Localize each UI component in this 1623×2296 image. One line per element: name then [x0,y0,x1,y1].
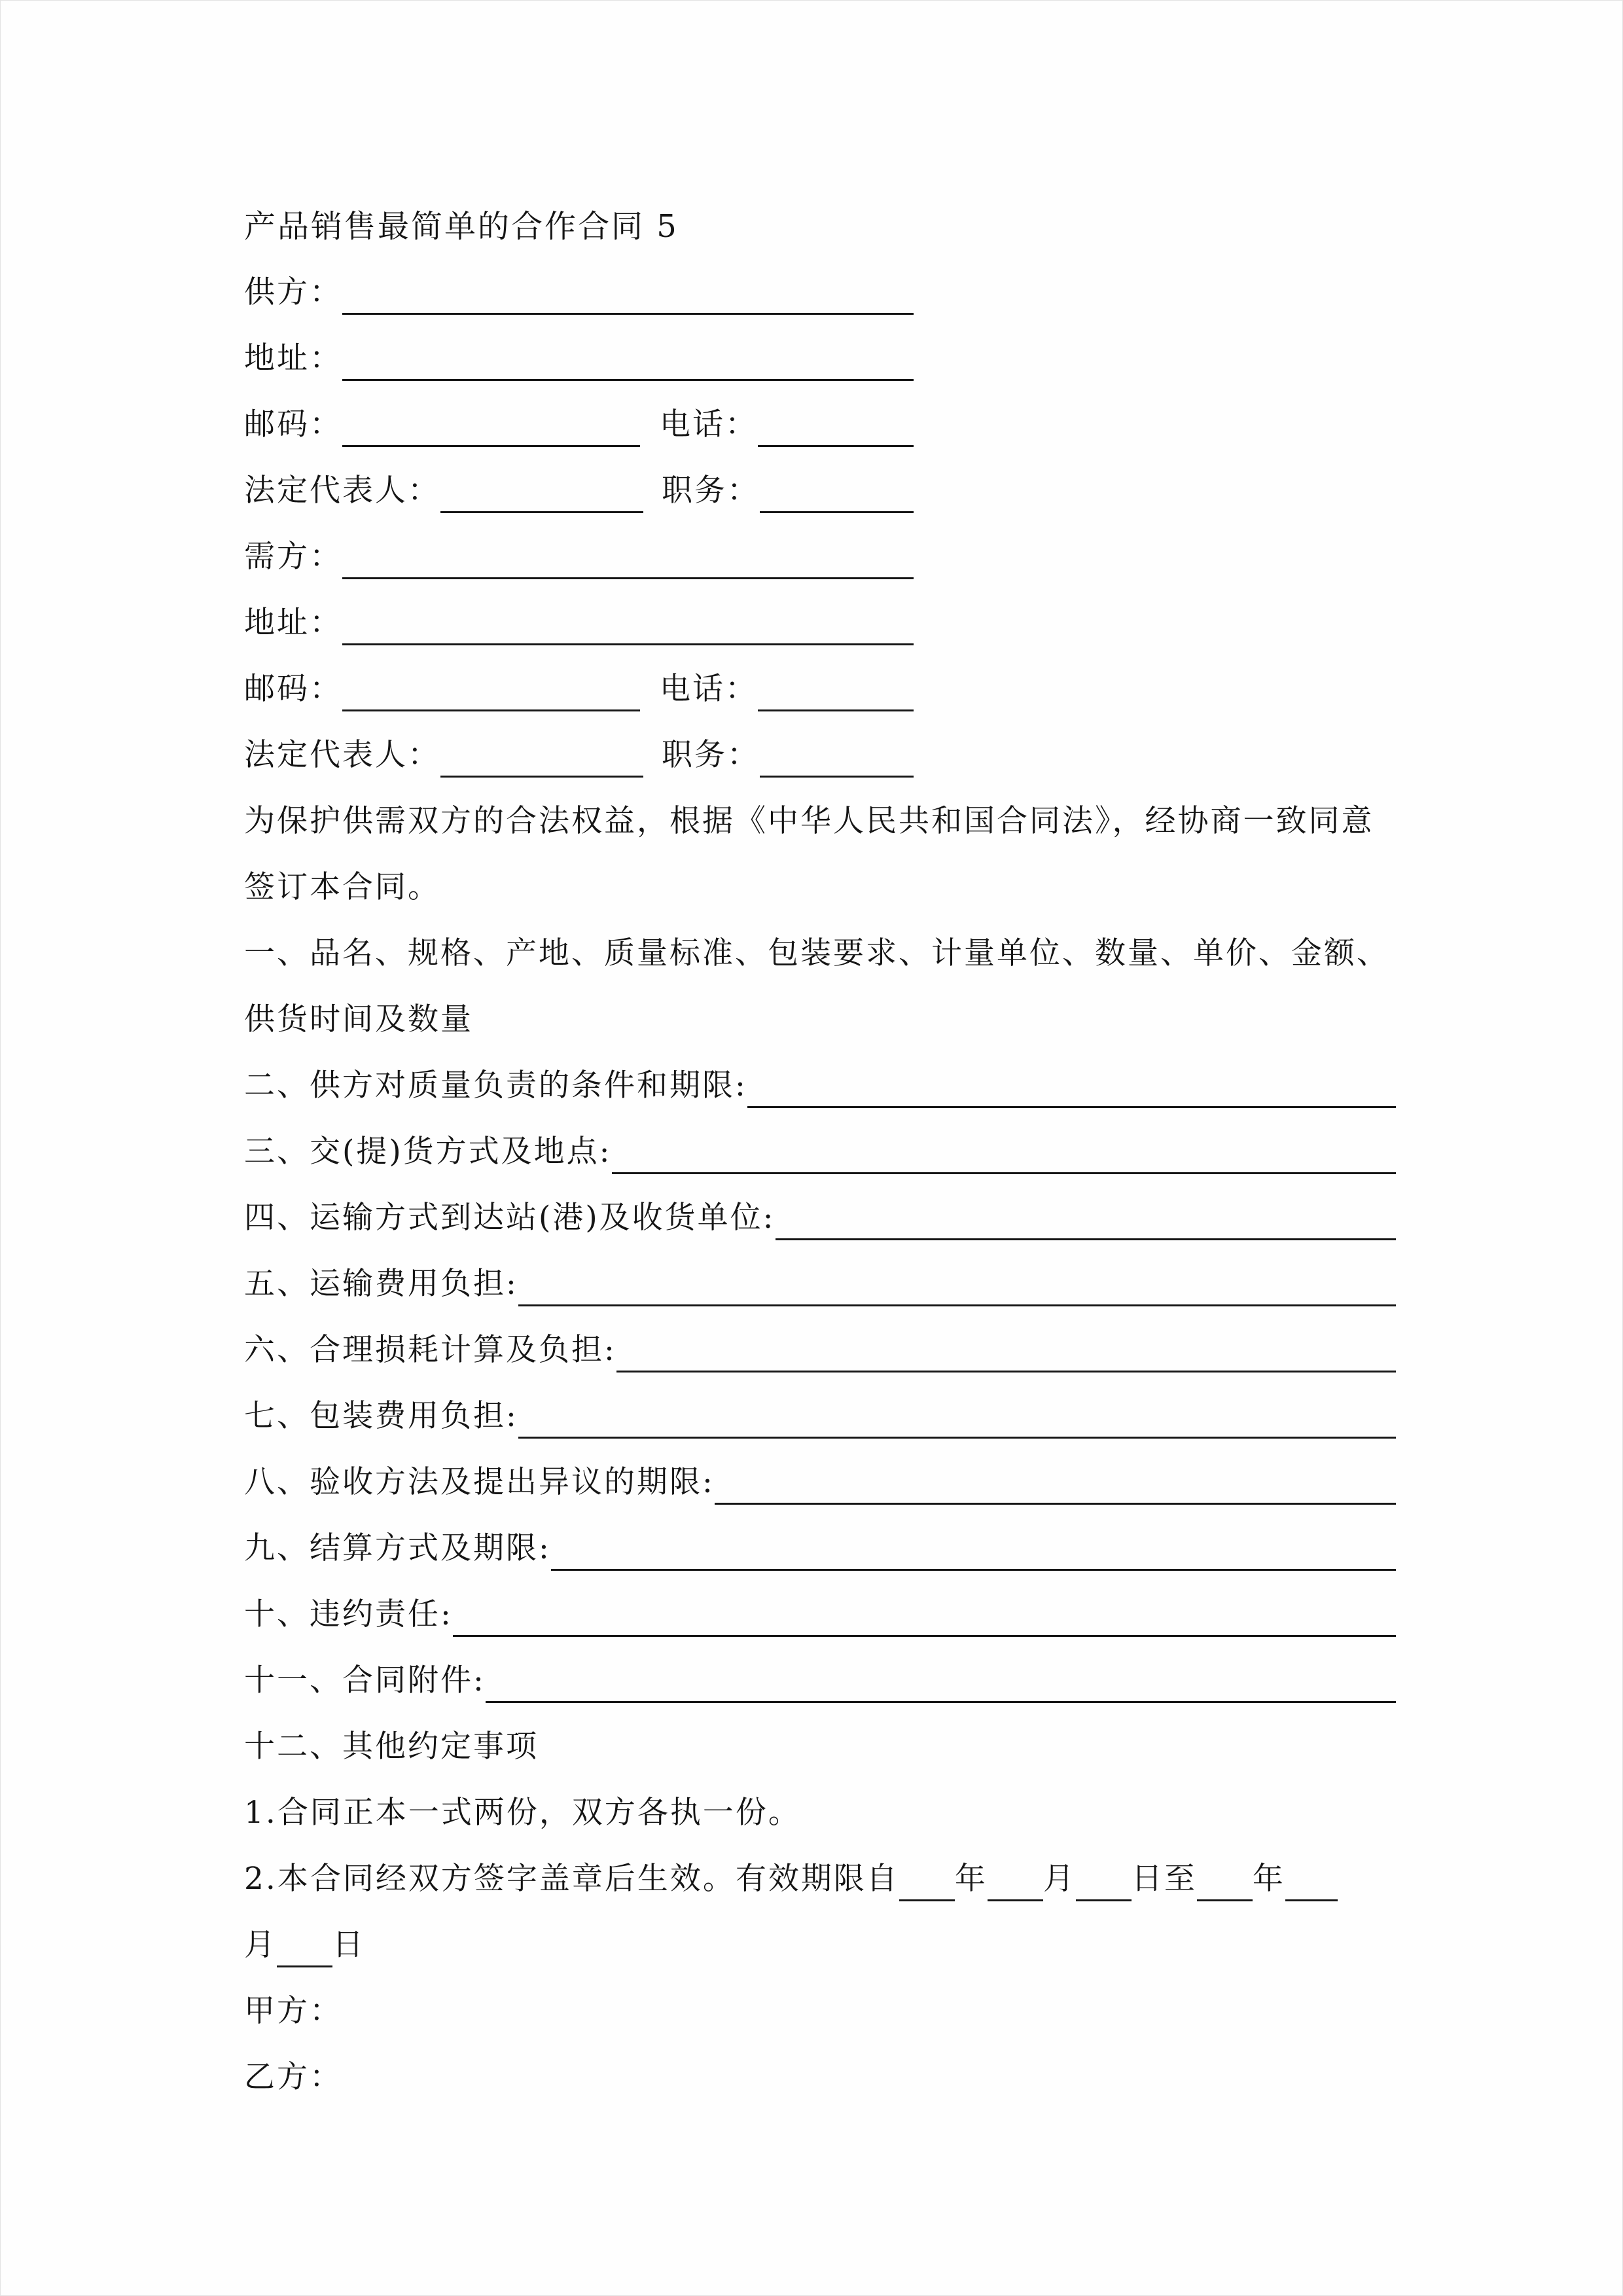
term-1 [244,1791,1396,1857]
clause-6-blank-line [616,1329,1396,1372]
clause-11 [244,1659,1396,1725]
clause-7-blank-line [518,1395,1396,1439]
clause-4 [244,1196,1396,1263]
buyer-address-blank-line [342,601,914,645]
preamble-line-2 [244,866,1396,932]
address-label: 地址： [244,605,342,641]
clause-9 [244,1527,1396,1593]
field-row-supplier-address [244,337,914,403]
clause-12-label: 十二、其他约定事项 [244,1729,539,1765]
signature-party-a [244,1990,1396,2056]
clause-1-line-1 [244,932,1396,998]
preamble-text-2: 签订本合同。 [244,869,440,905]
clause-10-blank-line [453,1593,1396,1637]
field-row-buyer-address [244,601,914,668]
clause-3 [244,1130,1396,1196]
legal-rep-label: 法定代表人： [244,473,440,509]
clause-10 [244,1593,1396,1659]
party-b-label: 乙方： [244,2059,342,2095]
buyer-phone-blank-line [758,668,914,711]
clause-8-label: 八、验收方法及提出异议的期限: [244,1464,715,1500]
valid-from-month-blank [988,1857,1043,1901]
supplier-label: 供方： [244,274,342,310]
phone-label: 电话： [660,671,758,707]
buyer-legal-rep-blank-line [440,734,643,778]
clause-2-label: 二、供方对质量负责的条件和期限: [244,1067,747,1103]
document-title [244,205,1396,271]
clause-12 [244,1725,1396,1791]
clause-4-blank-line [776,1196,1396,1240]
legal-rep-label: 法定代表人： [244,737,440,773]
supplier-phone-blank-line [758,403,914,447]
postcode-label: 邮码： [244,406,342,442]
buyer-label: 需方： [244,539,342,575]
preamble-line-1 [244,800,1396,866]
clause-2 [244,1064,1396,1130]
clause-11-label: 十一、合同附件: [244,1662,486,1698]
party-a-label: 甲方： [244,1993,342,2029]
month-label-2: 月 [244,1927,277,1963]
clause-3-blank-line [612,1130,1396,1174]
address-label: 地址： [244,340,342,376]
field-row-buyer-legal-rep [244,734,914,800]
clause-3-label: 三、交(提)货方式及地点: [244,1134,612,1170]
field-row-supplier [244,271,914,337]
supplier-legal-rep-blank-line [440,469,643,513]
valid-to-month-blank-wrap [1285,1857,1338,1901]
position-label: 职务： [662,737,760,773]
term-2-line-1 [244,1857,1396,1924]
clause-7-label: 七、包装费用负担: [244,1398,518,1434]
buyer-blank-line [342,535,914,579]
valid-from-year-blank [899,1857,955,1901]
clause-10-label: 十、违约责任: [244,1596,453,1632]
clause-7 [244,1395,1396,1461]
field-row-supplier-postcode-phone [244,403,914,469]
clause-8 [244,1461,1396,1527]
clause-5-blank-line [518,1263,1396,1306]
field-row-supplier-legal-rep [244,469,914,535]
postcode-label: 邮码： [244,671,342,707]
supplier-blank-line [342,271,914,315]
clause-5-label: 五、运输费用负担: [244,1266,518,1302]
field-row-buyer [244,535,914,601]
supplier-postcode-blank-line [342,403,640,447]
valid-to-day-blank [277,1924,332,1967]
year-label-2: 年 [1252,1861,1285,1897]
term-2-text: 2.本合同经双方签字盖章后生效。有效期限自 [244,1861,899,1897]
clause-5 [244,1263,1396,1329]
clause-6-label: 六、合理损耗计算及负担: [244,1332,616,1368]
day-label-2: 日 [332,1927,365,1963]
buyer-postcode-blank-line [342,668,640,711]
clause-1-text-1: 一、品名、规格、产地、质量标准、包装要求、计量单位、数量、单价、金额、 [244,935,1389,971]
term-2-line-2 [244,1924,1396,1990]
valid-to-year-blank [1197,1857,1253,1901]
phone-label: 电话： [660,406,758,442]
supplier-position-blank-line [760,469,914,513]
clause-4-label: 四、运输方式到达站(港)及收货单位: [244,1200,776,1236]
clause-9-blank-line [551,1527,1396,1571]
clause-8-blank-line [715,1461,1396,1505]
position-label: 职务： [662,473,760,509]
clause-1-line-2 [244,998,1396,1064]
month-label: 月 [1043,1861,1076,1897]
buyer-position-blank-line [760,734,914,778]
clause-1-text-2: 供货时间及数量 [244,1001,473,1037]
clause-2-blank-line [747,1064,1396,1108]
clause-9-label: 九、结算方式及期限: [244,1530,551,1566]
clause-6 [244,1329,1396,1395]
document-content [244,205,1396,2122]
field-row-buyer-postcode-phone [244,668,914,734]
day-to-label: 日至 [1131,1861,1197,1897]
title-text: 产品销售最简单的合作合同 5 [244,208,679,245]
valid-from-day-blank [1076,1857,1132,1901]
signature-party-b [244,2056,1396,2122]
term-1-text: 1.合同正本一式两份，双方各执一份。 [244,1795,801,1831]
supplier-address-blank-line [342,337,914,381]
clause-11-blank-line [486,1659,1396,1703]
preamble-text-1: 为保护供需双方的合法权益，根据《中华人民共和国合同法》，经协商一致同意 [244,803,1374,839]
year-label: 年 [954,1861,988,1897]
